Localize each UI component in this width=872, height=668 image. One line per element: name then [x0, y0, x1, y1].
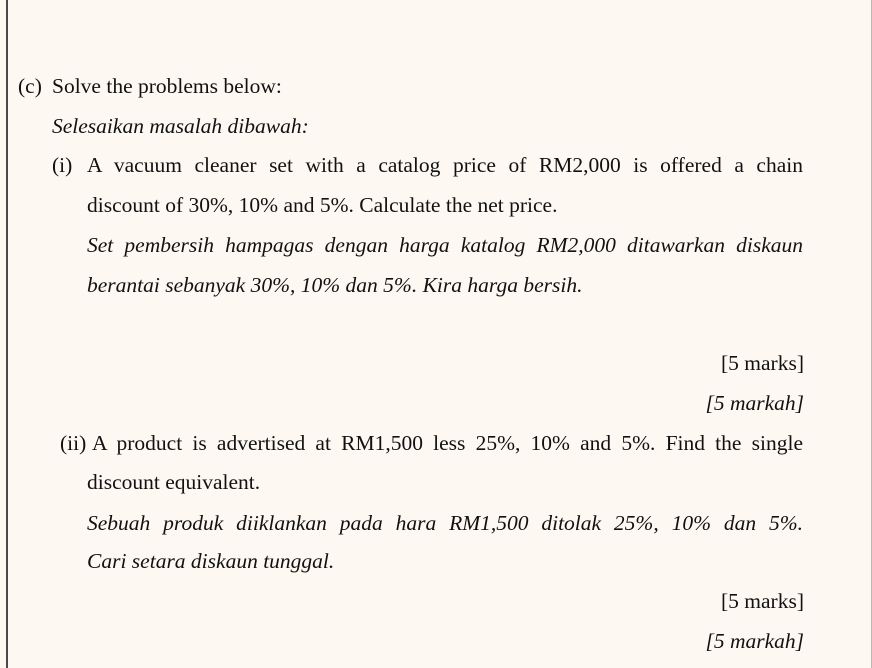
question-c-label: (c) [18, 74, 42, 98]
part-ii-line2-ms: Cari setara diskaun tunggal. [87, 549, 335, 573]
page-left-border [6, 0, 8, 668]
part-i-marks-en: [5 marks] [721, 351, 804, 375]
part-ii-line2-en: discount equivalent. [87, 470, 261, 494]
part-ii-line1-en: A product is advertised at RM1,500 less 25%, 10% and 5%. Find the single [92, 431, 803, 455]
question-c-heading-ms: Selesaikan masalah dibawah: [52, 114, 309, 138]
part-ii-marks-en: [5 marks] [721, 589, 804, 613]
part-ii-line1-ms: Sebuah produk diiklankan pada hara RM1,500 ditolak 25%, 10% dan 5%. [87, 511, 803, 535]
part-i-line1-ms: Set pembersih hampagas dengan harga katalog RM2,000 ditawarkan diskaun [87, 233, 803, 257]
part-i-line2-ms: berantai sebanyak 30%, 10% dan 5%. Kira harga bersih. [87, 273, 583, 297]
question-c-heading-en: Solve the problems below: [52, 74, 282, 98]
part-i-line1-en: A vacuum cleaner set with a catalog price of RM2,000 is offered a chain [87, 153, 803, 177]
part-i-label: (i) [52, 153, 73, 177]
part-ii-marks-ms: [5 markah] [705, 629, 804, 653]
part-i-line2-en: discount of 30%, 10% and 5%. Calculate the net price. [87, 193, 558, 217]
part-ii-label: (ii) [60, 431, 87, 455]
part-i-marks-ms: [5 markah] [705, 391, 804, 415]
